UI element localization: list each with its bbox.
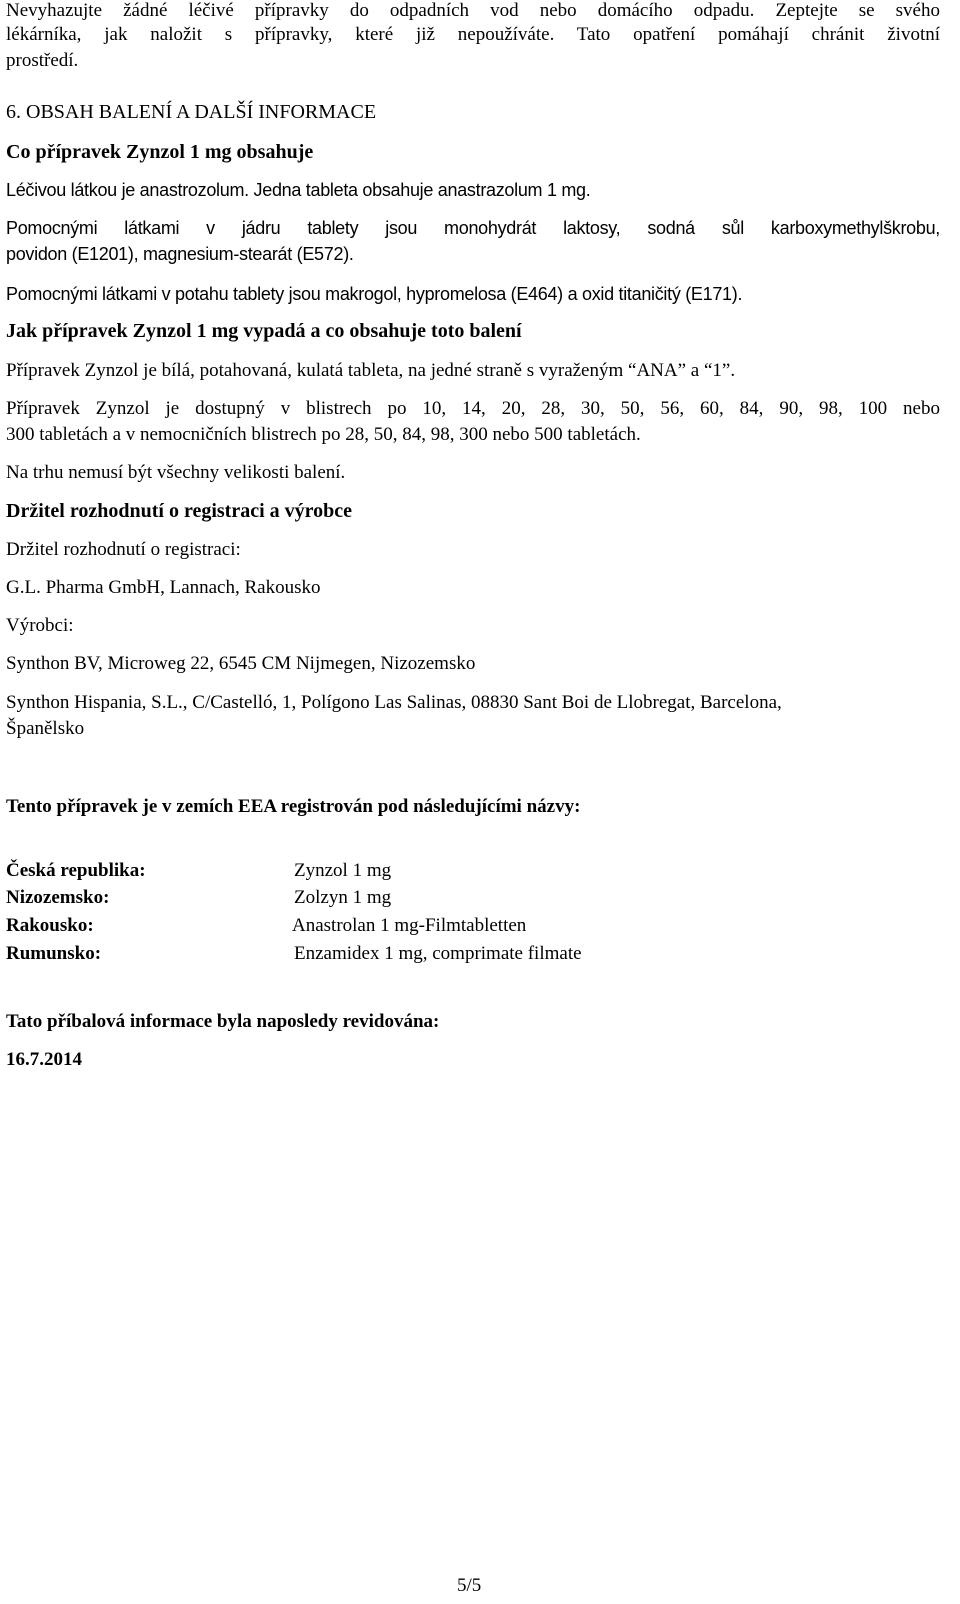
eea-country: Nizozemsko: <box>6 887 110 908</box>
eea-country: Rakousko: <box>6 915 94 936</box>
eea-product-name: Anastrolan 1 mg-Filmtabletten <box>292 915 527 936</box>
intro-line-2: lékárníka, jak naložit s přípravky, které již nepoužíváte. Tato opatření pomáhají chránit životní <box>6 24 940 45</box>
eea-product-name: Zynzol 1 mg <box>294 860 392 881</box>
pack-sizes-line-1: Přípravek Zynzol je dostupný v blistrech po 10, 14, 20, 28, 30, 50, 56, 60, 84, 90, 98, 100 nebo <box>6 398 940 419</box>
core-excipients-line-1: Pomocnými látkami v jádru tablety jsou monohydrát laktosy, sodná sůl karboxymethylškrobu, <box>6 218 940 238</box>
holder-label: Držitel rozhodnutí o registraci: <box>6 539 241 560</box>
intro-line-1: Nevyhazujte žádné léčivé přípravky do odpadních vod nebo domácího odpadu. Zeptejte se svého <box>6 0 940 21</box>
eea-heading: Tento přípravek je v zemích EEA registrován pod následujícími názvy: <box>6 796 581 817</box>
contents-heading: Co přípravek Zynzol 1 mg obsahuje <box>6 141 314 163</box>
active-substance-text: Léčivou látkou je anastrozolum. Jedna tableta obsahuje anastrazolum 1 mg. <box>6 180 591 200</box>
manufacturer-1: Synthon BV, Microweg 22, 6545 CM Nijmegen, Nizozemsko <box>6 653 476 674</box>
manufacturer-2-line-2: Španělsko <box>6 718 85 739</box>
intro-line-3: prostředí. <box>6 50 79 71</box>
eea-product-name: Zolzyn 1 mg <box>294 887 392 908</box>
section-heading: 6. OBSAH BALENÍ A DALŠÍ INFORMACE <box>6 101 377 123</box>
core-excipients-line-2: povidon (E1201), magnesium-stearát (E572). <box>6 244 354 264</box>
holder-heading: Držitel rozhodnutí o registraci a výrobce <box>6 500 353 522</box>
revision-date: 16.7.2014 <box>6 1049 82 1070</box>
eea-country: Česká republika: <box>6 860 146 881</box>
eea-product-name: Enzamidex 1 mg, comprimate filmate <box>294 943 582 964</box>
manufacturer-2-line-1: Synthon Hispania, S.L., C/Castelló, 1, Polígono Las Salinas, 08830 Sant Boi de Llobregat, Barcelona, <box>6 692 782 713</box>
page-number: 5/5 <box>457 1575 482 1596</box>
coating-excipients-text: Pomocnými látkami v potahu tablety jsou makrogol, hypromelosa (E464) a oxid titaničitý (E171). <box>6 284 743 304</box>
eea-country: Rumunsko: <box>6 943 102 964</box>
pack-sizes-note: Na trhu nemusí být všechny velikosti balení. <box>6 462 346 483</box>
pack-sizes-line-2: 300 tabletách a v nemocničních blistrech po 28, 50, 84, 98, 300 nebo 500 tabletách. <box>6 424 641 445</box>
holder-name: G.L. Pharma GmbH, Lannach, Rakousko <box>6 577 321 598</box>
appearance-description: Přípravek Zynzol je bílá, potahovaná, kulatá tableta, na jedné straně s vyraženým “ANA” a “1”. <box>6 360 736 381</box>
manufacturer-label: Výrobci: <box>6 615 74 636</box>
appearance-heading: Jak přípravek Zynzol 1 mg vypadá a co obsahuje toto balení <box>6 320 522 342</box>
revision-heading: Tato příbalová informace byla naposledy revidována: <box>6 1011 440 1032</box>
